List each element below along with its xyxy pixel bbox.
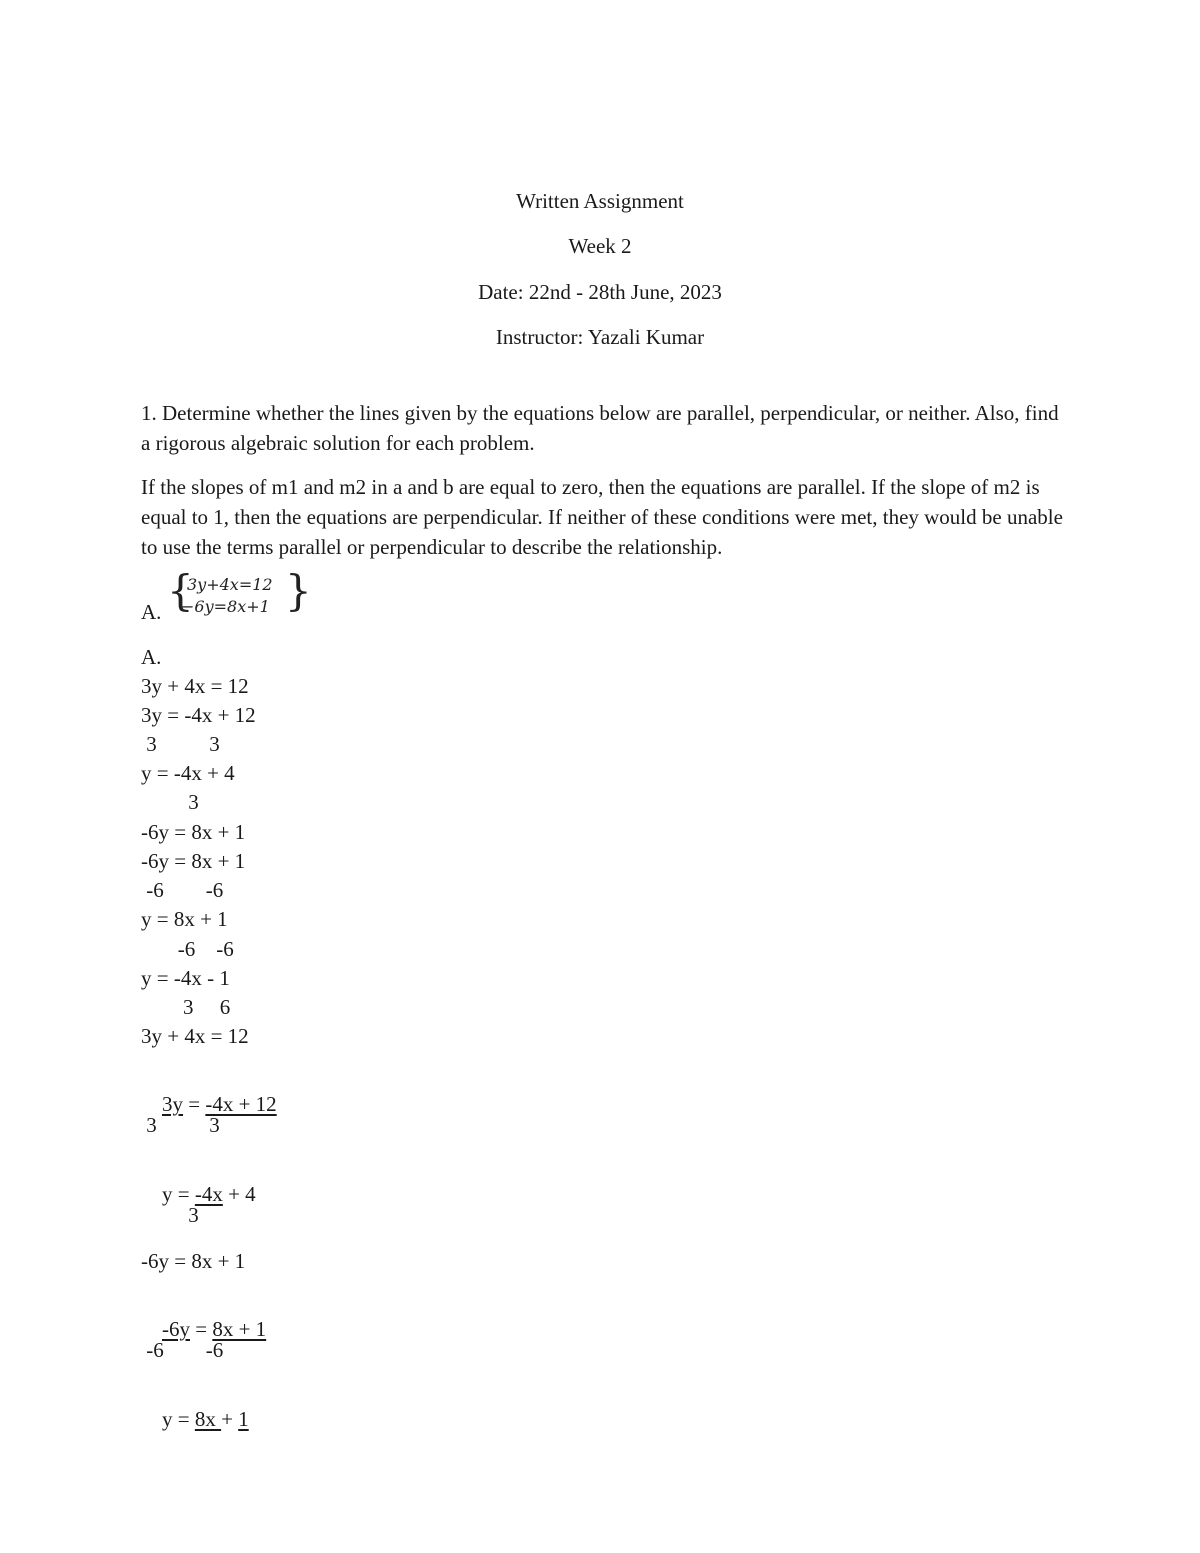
work-line: 3y + 4x = 12 xyxy=(141,1024,249,1048)
question-prompt: 1. Determine whether the lines given by the equations below are parallel, perpendicular, or neither. Also, find a rigorous algebraic solution for each problem. xyxy=(141,401,1059,455)
work-line: 3 3 xyxy=(141,732,220,756)
work-line: y = 8x + 1 xyxy=(141,907,228,931)
underlined-term: 1 xyxy=(238,1407,249,1431)
work-line: 3y + 4x = 12 xyxy=(141,674,249,698)
work-line: 3 xyxy=(141,790,199,814)
formatted-line: y = -4x + 4 xyxy=(162,1182,256,1206)
underlined-term: 8x + 1 xyxy=(212,1317,267,1341)
work-label: A. xyxy=(141,645,162,669)
work-line: y = -4x + 4 xyxy=(141,761,235,785)
system-equation-1: 3y+4x=12 xyxy=(187,575,273,594)
work-line: -6 -6 xyxy=(141,878,224,902)
system-label: A. xyxy=(141,600,162,624)
week-label: Week 2 xyxy=(568,234,632,258)
formatted-line: y = 8x + 1 xyxy=(162,1407,249,1431)
document-title: Written Assignment xyxy=(516,189,684,213)
formatted-line: 3y = -4x + 12 xyxy=(162,1092,277,1116)
formatted-line: -6y = 8x + 1 xyxy=(162,1317,267,1341)
work-line: 3y = -4x + 12 xyxy=(141,703,256,727)
formatted-line: 3 xyxy=(141,1203,199,1227)
work-line: y = -4x - 1 xyxy=(141,966,230,990)
right-brace: } xyxy=(285,566,312,615)
left-brace: { xyxy=(167,566,194,615)
instructor-label: Instructor: Yazali Kumar xyxy=(495,325,705,349)
work-line: -6y = 8x + 1 xyxy=(141,849,246,873)
equation-system xyxy=(167,566,312,619)
formatted-line: 3 3 xyxy=(141,1113,220,1137)
underlined-term: -4x + 12 xyxy=(205,1092,277,1116)
work-line: 3 6 xyxy=(141,995,231,1019)
formatted-line: -6 -6 xyxy=(141,1338,224,1362)
underlined-term: -4x xyxy=(194,1182,223,1206)
underlined-term: 8x xyxy=(194,1407,222,1431)
system-equation-2: −6y=8x+1 xyxy=(181,597,270,616)
underlined-term: -6y xyxy=(162,1317,190,1341)
date-label: Date: 22nd - 28th June, 2023 xyxy=(478,280,722,304)
formatted-line: -6y = 8x + 1 xyxy=(141,1249,246,1273)
underlined-term: 3y xyxy=(162,1092,183,1116)
work-line: -6 -6 xyxy=(141,937,234,961)
question-explanation: If the slopes of m1 and m2 in a and b are equal to zero, then the equations are parallel. If the slope of m2 is equal to 1, then the equations are perpendicular. If neither of these conditions were met, they would be unable to use the terms parallel or perpendicular to describe the relationship. xyxy=(141,475,1063,559)
work-line: -6y = 8x + 1 xyxy=(141,820,246,844)
